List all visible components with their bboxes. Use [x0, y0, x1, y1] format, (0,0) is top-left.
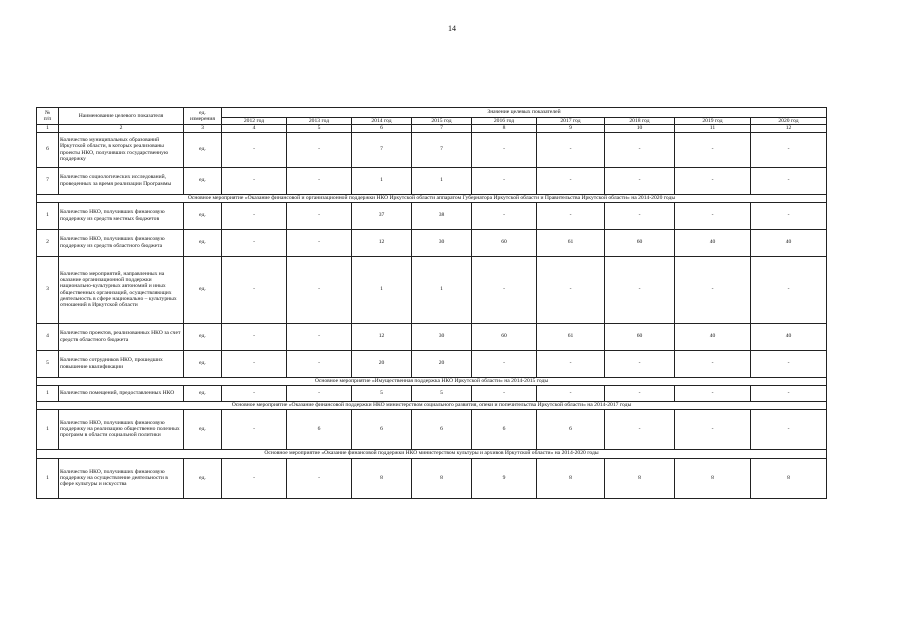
value-cell: 6: [472, 409, 537, 449]
indicator-row: [37, 256, 827, 323]
value-cell: -: [605, 350, 675, 377]
value-cell: -: [472, 167, 537, 194]
value-cell: -: [472, 385, 537, 401]
indicator-row: [37, 385, 827, 401]
unit-cell: ед.: [184, 167, 222, 194]
indicator-row: [37, 202, 827, 229]
value-cell: 7: [412, 132, 472, 167]
indicator-name: Количество проектов, реализованных НКО за счет средств областного бюджета: [59, 323, 184, 350]
header-column-index: 6: [352, 125, 412, 132]
value-cell: -: [537, 132, 605, 167]
value-cell: 5: [352, 385, 412, 401]
header-year: 2019 год: [675, 118, 751, 125]
indicator-row: [37, 350, 827, 377]
indicator-name: Количество помещений, предоставленных НКО: [59, 385, 184, 401]
section-title: Основное мероприятие «Оказание финансовой поддержки НКО министерством социального развития, опеки и попечительства Иркутской области» на 2014-2017 годы: [37, 401, 827, 409]
header-year: 2017 год: [537, 118, 605, 125]
indicators-table: [36, 107, 827, 499]
indicator-row: [37, 323, 827, 350]
header-year: 2013 год: [287, 118, 352, 125]
value-cell: -: [287, 458, 352, 498]
value-cell: 61: [537, 323, 605, 350]
header-column-index: 11: [675, 125, 751, 132]
indicator-row: [37, 167, 827, 194]
value-cell: -: [287, 323, 352, 350]
value-cell: -: [751, 202, 827, 229]
indicator-row: [37, 458, 827, 498]
value-cell: -: [222, 229, 287, 256]
value-cell: -: [537, 256, 605, 323]
value-cell: 8: [352, 458, 412, 498]
value-cell: -: [472, 350, 537, 377]
value-cell: -: [287, 385, 352, 401]
value-cell: -: [751, 350, 827, 377]
row-number: 3: [37, 256, 59, 323]
value-cell: -: [287, 229, 352, 256]
value-cell: -: [605, 385, 675, 401]
unit-cell: ед.: [184, 409, 222, 449]
header-column-index: 8: [472, 125, 537, 132]
value-cell: -: [537, 167, 605, 194]
row-number: 6: [37, 132, 59, 167]
header-year: 2016 год: [472, 118, 537, 125]
section-row: [37, 377, 827, 385]
value-cell: -: [537, 385, 605, 401]
value-cell: -: [675, 350, 751, 377]
value-cell: -: [287, 167, 352, 194]
section-row: [37, 194, 827, 202]
value-cell: 1: [352, 256, 412, 323]
value-cell: 7: [352, 132, 412, 167]
value-cell: -: [605, 202, 675, 229]
unit-cell: ед.: [184, 350, 222, 377]
unit-cell: ед.: [184, 458, 222, 498]
section-title: Основное мероприятие «Оказание финансовой и организационной поддержки НКО Иркутской области аппаратом Губернатора Иркутской области и Правительства Иркутской области» на 2014-2020 годы: [37, 194, 827, 202]
header-year: 2020 год: [751, 118, 827, 125]
value-cell: 1: [412, 256, 472, 323]
value-cell: 37: [352, 202, 412, 229]
value-cell: -: [287, 256, 352, 323]
value-cell: -: [222, 323, 287, 350]
indicator-row: [37, 132, 827, 167]
value-cell: -: [222, 132, 287, 167]
value-cell: 40: [675, 229, 751, 256]
header-column-index: 5: [287, 125, 352, 132]
value-cell: 1: [412, 167, 472, 194]
value-cell: 30: [412, 229, 472, 256]
value-cell: -: [472, 202, 537, 229]
value-cell: 38: [412, 202, 472, 229]
value-cell: 12: [352, 323, 412, 350]
value-cell: -: [222, 350, 287, 377]
value-cell: -: [605, 132, 675, 167]
unit-cell: ед.: [184, 385, 222, 401]
value-cell: 8: [537, 458, 605, 498]
row-number: 1: [37, 202, 59, 229]
value-cell: -: [222, 385, 287, 401]
value-cell: 40: [675, 323, 751, 350]
indicator-name: Количество социологических исследований, проведенных за время реализации Программы: [59, 167, 184, 194]
table-body: [37, 132, 827, 498]
header-column-index: 3: [184, 125, 222, 132]
unit-cell: ед.: [184, 229, 222, 256]
header-column-index: 4: [222, 125, 287, 132]
page-number: 14: [448, 24, 456, 33]
indicator-name: Количество НКО, получивших финансовую поддержку из средств областного бюджета: [59, 229, 184, 256]
value-cell: -: [222, 256, 287, 323]
header-column-index: 7: [412, 125, 472, 132]
row-number: 2: [37, 229, 59, 256]
value-cell: -: [287, 202, 352, 229]
value-cell: -: [675, 132, 751, 167]
value-cell: 60: [605, 229, 675, 256]
indicator-name: Количество НКО, получивших финансовую поддержку из средств местных бюджетов: [59, 202, 184, 229]
header-index-row: [37, 125, 827, 132]
value-cell: 1: [352, 167, 412, 194]
value-cell: -: [287, 350, 352, 377]
value-cell: 61: [537, 229, 605, 256]
value-cell: -: [222, 202, 287, 229]
value-cell: 6: [412, 409, 472, 449]
value-cell: 6: [537, 409, 605, 449]
header-year: 2015 год: [412, 118, 472, 125]
header-column-index: 1: [37, 125, 59, 132]
header-column-index: 10: [605, 125, 675, 132]
value-cell: 5: [412, 385, 472, 401]
indicator-name: Количество НКО, получивших финансовую поддержку на реализацию общественно полезных программ в области социальной политики: [59, 409, 184, 449]
value-cell: -: [605, 167, 675, 194]
value-cell: -: [675, 167, 751, 194]
value-cell: 6: [352, 409, 412, 449]
unit-cell: ед.: [184, 202, 222, 229]
header-name: Наименование целевого показателя: [59, 108, 184, 125]
indicator-name: Количество сотрудников НКО, прошедших повышение квалификации: [59, 350, 184, 377]
value-cell: -: [472, 132, 537, 167]
value-cell: -: [751, 256, 827, 323]
value-cell: -: [287, 132, 352, 167]
section-title: Основное мероприятие «Оказание финансовой поддержки НКО министерством культуры и архивов Иркутской области» на 2014-2020 годы: [37, 449, 827, 458]
value-cell: 8: [751, 458, 827, 498]
value-cell: -: [537, 350, 605, 377]
row-number: 5: [37, 350, 59, 377]
value-cell: -: [751, 167, 827, 194]
value-cell: -: [222, 458, 287, 498]
value-cell: 8: [675, 458, 751, 498]
value-cell: 60: [605, 323, 675, 350]
value-cell: 12: [352, 229, 412, 256]
row-number: 4: [37, 323, 59, 350]
header-column-index: 12: [751, 125, 827, 132]
row-number: 1: [37, 385, 59, 401]
section-title: Основное мероприятие «Имущественная поддержка НКО Иркутской области» на 2014-2015 годы: [37, 377, 827, 385]
value-cell: -: [751, 385, 827, 401]
value-cell: 60: [472, 323, 537, 350]
value-cell: -: [675, 202, 751, 229]
value-cell: 9: [472, 458, 537, 498]
indicator-name: Количество мероприятий, направленных на оказание организационной поддержки национально-культурных автономий и иных общественных организаций, осуществляющих деятельность в сфере национально – культурных отношений в Иркутской области: [59, 256, 184, 323]
value-cell: -: [222, 167, 287, 194]
unit-cell: ед.: [184, 132, 222, 167]
indicator-name: Количество муниципальных образований Иркутской области, в которых реализованы проекты НКО, получивших государственную поддержку: [59, 132, 184, 167]
header-column-index: 2: [59, 125, 184, 132]
value-cell: 8: [605, 458, 675, 498]
unit-cell: ед.: [184, 323, 222, 350]
value-cell: -: [751, 132, 827, 167]
section-row: [37, 449, 827, 458]
value-cell: -: [605, 256, 675, 323]
header-column-index: 9: [537, 125, 605, 132]
unit-cell: ед.: [184, 256, 222, 323]
value-cell: -: [751, 409, 827, 449]
value-cell: -: [472, 256, 537, 323]
value-cell: 60: [472, 229, 537, 256]
value-cell: 30: [412, 323, 472, 350]
header-year: 2018 год: [605, 118, 675, 125]
header-year: 2014 год: [352, 118, 412, 125]
value-cell: -: [537, 202, 605, 229]
row-number: 1: [37, 409, 59, 449]
value-cell: -: [675, 256, 751, 323]
value-cell: 6: [287, 409, 352, 449]
value-cell: 40: [751, 323, 827, 350]
value-cell: -: [605, 409, 675, 449]
value-cell: 20: [352, 350, 412, 377]
indicator-row: [37, 229, 827, 256]
value-cell: -: [675, 385, 751, 401]
indicator-row: [37, 409, 827, 449]
row-number: 1: [37, 458, 59, 498]
value-cell: -: [222, 409, 287, 449]
value-cell: 20: [412, 350, 472, 377]
value-cell: -: [675, 409, 751, 449]
header-num: № п/п: [37, 108, 59, 125]
row-number: 7: [37, 167, 59, 194]
indicator-name: Количество НКО, получивших финансовую поддержку на осуществление деятельности в сфере культуры и искусства: [59, 458, 184, 498]
value-cell: 40: [751, 229, 827, 256]
header-year: 2012 год: [222, 118, 287, 125]
value-cell: 8: [412, 458, 472, 498]
header-unit: ед. измерения: [184, 108, 222, 125]
section-row: [37, 401, 827, 409]
header-values-group: Значение целевых показателей: [222, 108, 827, 118]
